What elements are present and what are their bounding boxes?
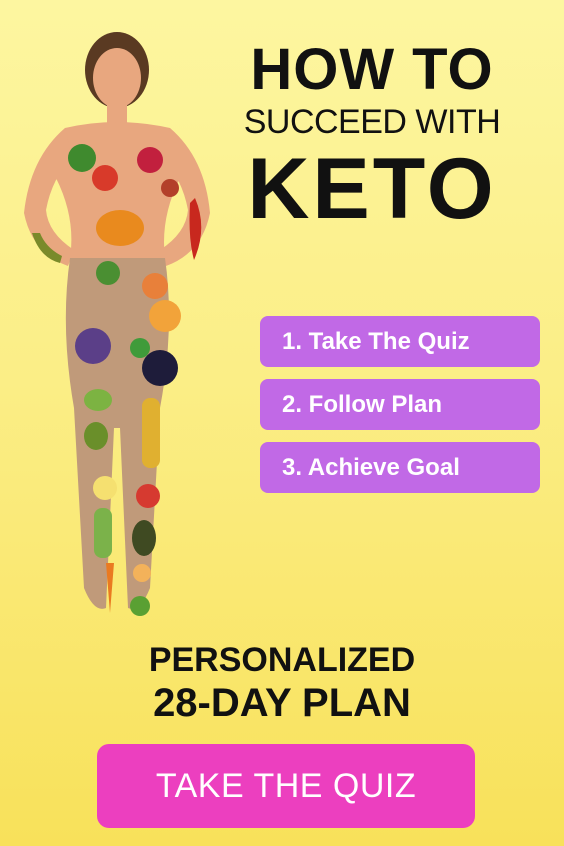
step-achieve-goal[interactable]: 3. Achieve Goal [260, 442, 540, 493]
headline [222, 37, 522, 237]
step-take-quiz[interactable]: 1. Take The Quiz [260, 316, 540, 367]
steps-list [260, 316, 540, 505]
headline-keto: KETO [247, 141, 497, 237]
headline-succeed-with: SUCCEED WITH [243, 103, 501, 141]
food-body-icon [10, 28, 220, 618]
tagline-personalized: PERSONALIZED [148, 641, 416, 679]
step-follow-plan[interactable]: 2. Follow Plan [260, 379, 540, 430]
headline-how-to: HOW TO [250, 37, 494, 102]
tagline [0, 640, 564, 726]
take-the-quiz-button[interactable]: TAKE THE QUIZ [97, 744, 475, 828]
keto-body-illustration [10, 28, 220, 618]
tagline-28-day-plan: 28-DAY PLAN [153, 681, 411, 725]
